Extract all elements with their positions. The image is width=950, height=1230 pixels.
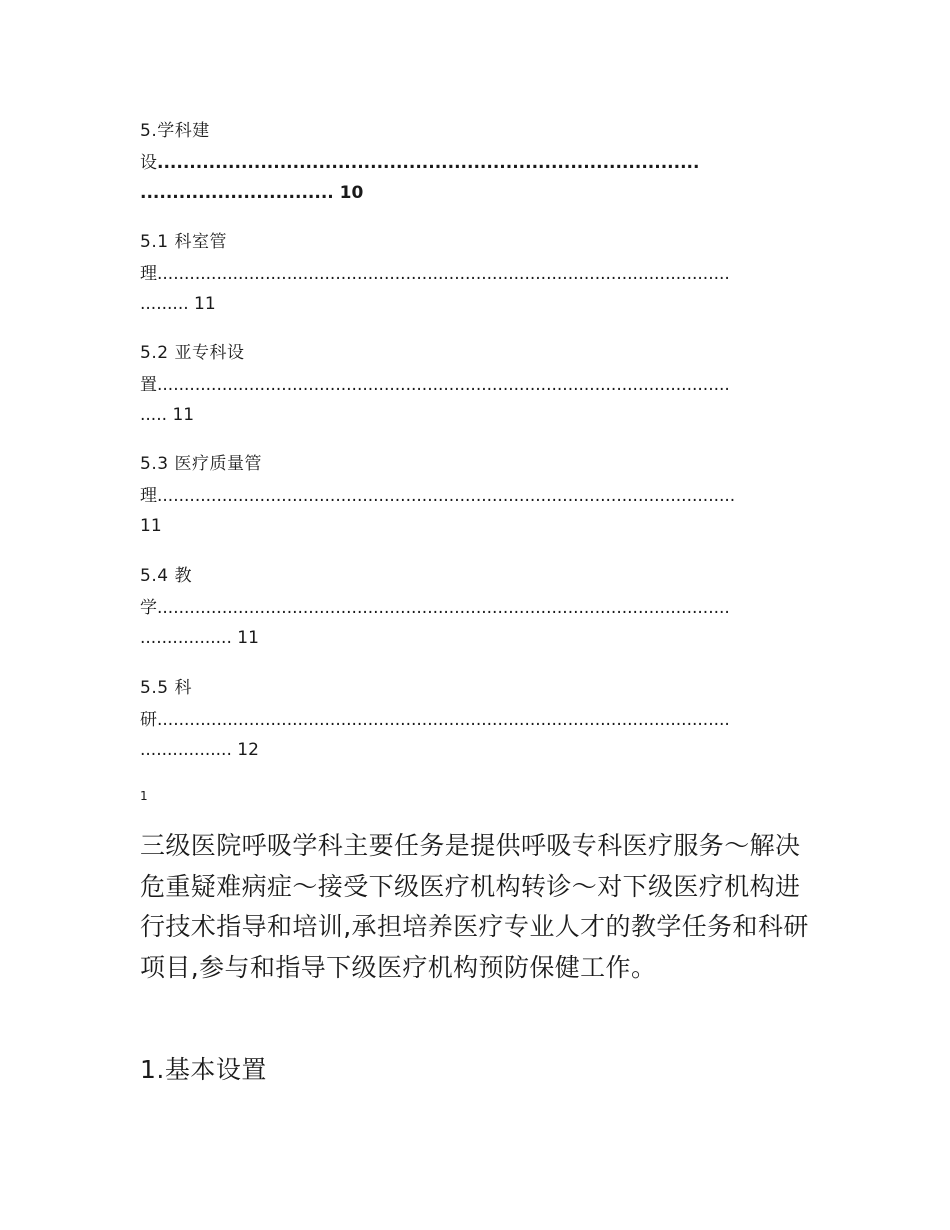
toc-entry-title-cont: 研 (140, 710, 157, 730)
toc-entry-title: 5.1 科室管 (140, 232, 227, 252)
toc-entry-dots: .......................................................................................................... (157, 375, 730, 395)
toc-entry-title: 5.3 医疗质量管 (140, 454, 262, 474)
toc-entry-page: 11 (172, 405, 195, 425)
toc-entry-title-cont: 理 (140, 486, 157, 506)
toc-entry-dots-cont: ..... (140, 405, 168, 425)
toc-entry-dots-cont: .............................. (140, 183, 334, 203)
toc-entry-page: 11 (194, 294, 216, 314)
toc-entry-page: 10 (339, 183, 364, 203)
toc-entry-leader (140, 152, 699, 174)
toc-entry-title: 5.5 科 (140, 678, 192, 698)
intro-paragraph: 三级医院呼吸学科主要任务是提供呼吸专科医疗服务～解决危重疑难病症～接受下级医疗机构转诊～对下级医疗机构进行技术指导和培训,承担培养医疗专业人才的教学任务和科研项目,参与和指导下级医疗机构预防保健工作。 (140, 831, 809, 982)
toc-entry-title-cont: 置 (140, 375, 157, 395)
toc-entry-title: 5.2 亚专科设 (140, 343, 245, 363)
toc-entry-leader (140, 597, 730, 619)
toc-entry-dots-cont: ................. (140, 740, 232, 760)
toc-entry-leader-cont (140, 515, 162, 537)
toc-entry-leader-cont (140, 739, 259, 761)
toc-entry-title: 5.学科建 (140, 121, 210, 141)
toc-entry-page: 11 (237, 628, 259, 648)
toc-entry-title-cont: 设 (140, 153, 157, 173)
toc-entry-leader-cont (140, 293, 216, 315)
toc-entry-page: 12 (237, 740, 259, 760)
toc-entry-page: 11 (140, 516, 162, 536)
toc-entry-leader-cont (140, 627, 259, 649)
toc-entry-dots-cont: ................. (140, 628, 232, 648)
toc-entry-dots-cont: ......... (140, 294, 189, 314)
toc-entry-dots: .................................................................................... (157, 153, 700, 173)
toc-entry-dots: ........................................................................................................... (157, 486, 736, 506)
toc-entry-leader-cont (140, 182, 363, 204)
toc-entry-leader (140, 485, 735, 507)
toc-entry-dots: .......................................................................................................... (157, 598, 730, 618)
toc-entry-leader (140, 709, 730, 731)
page-number: 1 (140, 789, 148, 803)
toc-entry-leader-cont (140, 404, 194, 426)
toc-entry-title-cont: 理 (140, 264, 157, 284)
toc-entry-leader (140, 263, 730, 285)
toc-entry-leader (140, 374, 730, 396)
toc-entry-dots: .......................................................................................................... (157, 264, 730, 284)
section-heading: 1.基本设置 (140, 1055, 267, 1084)
toc-entry-title-cont: 学 (140, 598, 157, 618)
toc-entry-title: 5.4 教 (140, 566, 192, 586)
toc-entry-dots: .......................................................................................................... (157, 710, 730, 730)
